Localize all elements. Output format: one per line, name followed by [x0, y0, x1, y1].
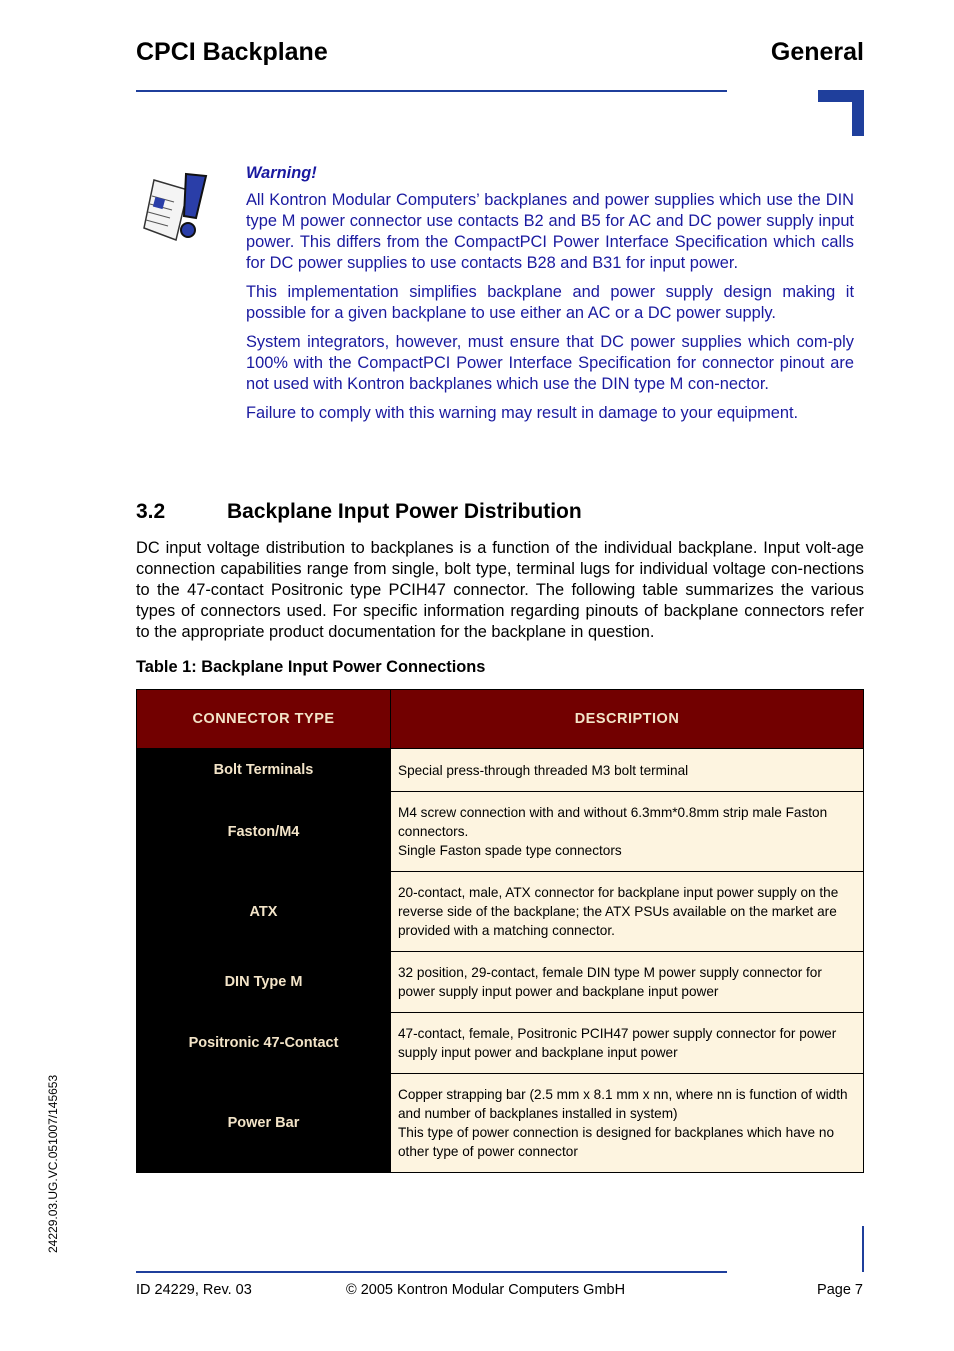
table-caption: Table 1: Backplane Input Power Connections [136, 658, 486, 676]
description-cell [391, 1013, 864, 1074]
warning-title: Warning! [246, 164, 317, 182]
power-connections-table [136, 689, 864, 1173]
description-line: 32 position, 29-contact, female DIN type M power supply connector for power supply input power and backplane input power [398, 965, 822, 999]
description-line: Copper strapping bar (2.5 mm x 8.1 mm x nn, where nn is function of width and number of backplanes installed in system) [398, 1087, 848, 1121]
section-number: 3.2 [136, 500, 166, 523]
connector-type-cell: DIN Type M [137, 952, 391, 1013]
description-cell [391, 792, 864, 872]
warning-box [246, 163, 854, 432]
description-line: Special press-through threaded M3 bolt terminal [398, 762, 689, 778]
table-row [137, 952, 864, 1013]
connector-type-cell: Positronic 47-Contact [137, 1013, 391, 1074]
description-line: 47-contact, female, Positronic PCIH47 power supply connector for power supply input power and backplane input power [398, 1026, 837, 1060]
footer-page-number: Page 7 [817, 1282, 863, 1298]
description-cell [391, 872, 864, 952]
description-cell [391, 1074, 864, 1173]
header-rule [136, 90, 727, 92]
connector-type-cell: Faston/M4 [137, 792, 391, 872]
description-cell [391, 952, 864, 1013]
table-row [137, 1013, 864, 1074]
warning-paragraph: This implementation simplifies backplane and power supply design making it possible for a given backplane to use either an AC or a DC power supply. [246, 283, 854, 322]
description-cell [391, 749, 864, 792]
corner-mark-bottom [862, 1226, 864, 1272]
header-title-right: General [770, 38, 864, 66]
column-header-description: DESCRIPTION [391, 690, 864, 749]
section-title: Backplane Input Power Distribution [227, 500, 582, 523]
connector-type-cell: ATX [137, 872, 391, 952]
table-header-row [137, 690, 864, 749]
table-row [137, 792, 864, 872]
description-line: M4 screw connection with and without 6.3mm*0.8mm strip male Faston connectors. [398, 805, 828, 839]
description-line: 20-contact, male, ATX connector for backplane input power supply on the reverse side of the backplane; the ATX PSUs available on the market are provided with a matching connector. [398, 885, 839, 938]
table-row [137, 1074, 864, 1173]
column-header-connector-type: CONNECTOR TYPE [137, 690, 391, 749]
connector-type-cell: Power Bar [137, 1074, 391, 1173]
warning-paragraph: System integrators, however, must ensure that DC power supplies which com-ply 100% with the CompactPCI Power Interface Specification for connector pinout are not used with Kontron backplanes which use the DIN type M con-nector. [246, 333, 854, 393]
corner-mark-top [818, 90, 864, 136]
footer-rule [136, 1271, 727, 1273]
table-row [137, 872, 864, 952]
footer-document-id: ID 24229, Rev. 03 [136, 1282, 252, 1298]
description-line: This type of power connection is designed for backplanes which have no other type of power connector [398, 1125, 835, 1159]
warning-document-icon [140, 168, 220, 248]
warning-paragraph: Failure to comply with this warning may result in damage to your equipment. [246, 404, 799, 422]
table-row [137, 749, 864, 792]
connector-type-cell: Bolt Terminals [137, 749, 391, 792]
footer-copyright: © 2005 Kontron Modular Computers GmbH [346, 1282, 626, 1298]
description-line: Single Faston spade type connectors [398, 843, 622, 858]
warning-paragraph: All Kontron Modular Computers’ backplanes and power supplies which use the DIN type M power connector use contacts B2 and B5 for AC and DC power supply input power. This differs from the CompactPCI Power Interface Specification which calls for DC power supplies to use contacts B28 and B31 for input power. [246, 191, 854, 272]
document-code-vertical: 24229.03.UG.VC.051007/145653 [46, 1074, 60, 1253]
header-title-left: CPCI Backplane [136, 38, 328, 66]
section-body: DC input voltage distribution to backplanes is a function of the individual backplane. Input volt-age connection capabilities range from single, bolt type, terminal lugs for individual voltage con-nections to the 47-contact Positronic type PCIH47 connector. The following table summarizes the various types of connectors used. For specific information regarding pinouts of backplane connectors refer to the appropriate product documentation for the backplane in question. [136, 539, 864, 641]
